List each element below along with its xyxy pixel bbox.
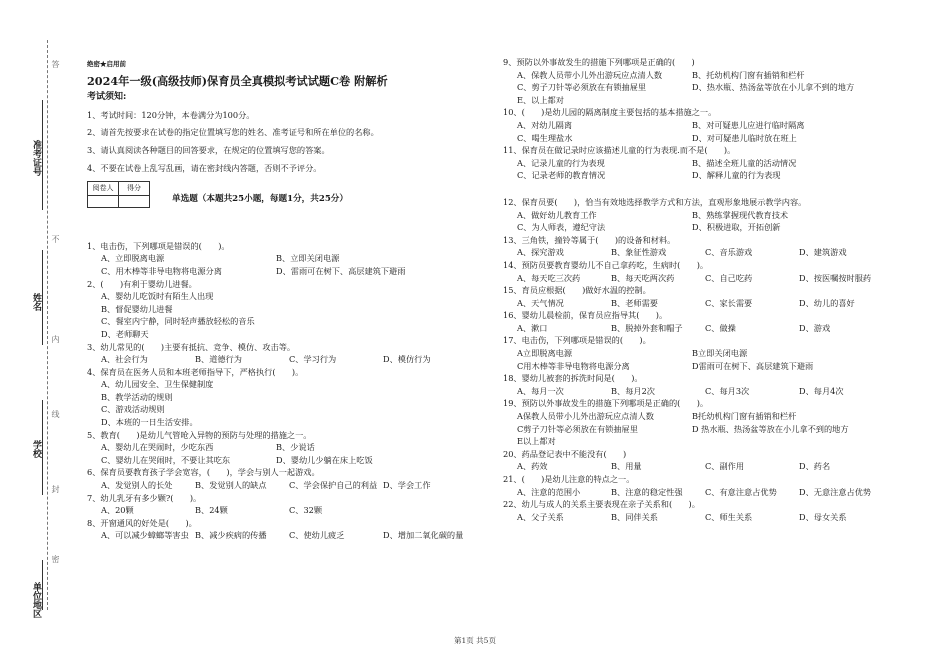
question-stem: 9、预防以外事故发生的措施下列哪项是正确的( ): [503, 57, 695, 67]
answer-option: A、婴幼儿吃饭时有陌生人出现: [101, 291, 214, 302]
answer-option: A、记录儿童的行为表现: [517, 157, 605, 168]
answer-option: B、发觉别人的缺点: [195, 480, 267, 491]
notice-item: 4、不要在试卷上乱写乱画，请在密封线内答题，否则不予评分。: [87, 162, 322, 173]
answer-option: B、对可疑患儿应进行临时隔离: [692, 119, 805, 130]
question-stem: 1、电击伤，下列哪项是错误的( )。: [87, 240, 230, 251]
question-stem: 17、电击伤，下列哪项是错误的( )。: [503, 335, 651, 346]
answer-option: D、老师聊天: [101, 328, 149, 339]
answer-option: A、保教人员带小儿外出游玩应点清人数: [517, 69, 663, 80]
notice-item: 3、请认真阅读各种题目的回答要求，在规定的位置填写您的答案。: [87, 144, 330, 155]
answer-option: D、本班的一日生活安排。: [101, 417, 198, 428]
answer-option: C、剪子刀针等必须放在有锁抽屉里: [517, 82, 647, 93]
answer-option: B、教学活动的规则: [101, 391, 173, 402]
answer-option: A、做好幼儿教育工作: [517, 209, 597, 220]
answer-option: A、每月一次: [517, 385, 564, 396]
answer-option: C、餐室内宁静，同时轻声播放轻松的音乐: [101, 316, 255, 327]
answer-option: A、社会行为: [101, 354, 148, 365]
answer-option: A、立即脱离电源: [101, 253, 165, 264]
seal-mark: 密: [51, 555, 60, 563]
answer-option: E以上都对: [517, 436, 556, 447]
answer-option: C剪子刀针等必须放在有锁抽屉里: [517, 423, 638, 434]
question-stem: 16、婴幼儿晨检前，保育员应指导其( )。: [503, 310, 668, 321]
score-cell[interactable]: [119, 195, 150, 207]
answer-option: A立即脱离电源: [517, 348, 573, 359]
notice-item: 2、请首先按要求在试卷的指定位置填写您的姓名、准考证号和所在单位的名称。: [87, 127, 379, 138]
option-list: [503, 347, 903, 372]
option-list: [503, 119, 903, 144]
answer-option: C、游戏活动规则: [101, 404, 165, 415]
answer-option: D、建筑游戏: [799, 247, 847, 258]
question-stem: 20、药品登记表中不能没有( ): [503, 448, 627, 459]
area-label: 地区: [31, 600, 41, 618]
question-stem: 8、开窗通风的好处是( )。: [87, 517, 197, 528]
answer-option: B、同伴关系: [611, 511, 658, 522]
answer-option: A、每天吃三次药: [517, 272, 581, 283]
answer-option: D、药名: [799, 461, 831, 472]
admit-number-blank[interactable]: [42, 100, 43, 210]
answer-option: C、每月3次: [705, 385, 750, 396]
seal-mark: 线: [51, 410, 60, 418]
left-question-list: [87, 240, 487, 542]
answer-option: A、20颗: [101, 505, 134, 516]
answer-option: D、模仿行为: [383, 354, 431, 365]
name-blank[interactable]: [42, 250, 43, 345]
option-list: [503, 486, 903, 499]
question-stem: 10、( )是幼儿园的隔离制度主要包括的基本措施之一。: [503, 107, 717, 118]
question-stem: 13、三角铁，撞铃等属于( )的设备和材料。: [503, 234, 676, 245]
option-list: [503, 410, 903, 448]
option-list: [87, 252, 487, 277]
answer-option: D 热水瓶、热汤盆等放在小儿拿不到的地方: [692, 423, 849, 434]
page-footer: 第1页 共5页: [454, 636, 496, 645]
answer-option: B、减少疾病的传播: [195, 530, 267, 541]
answer-option: C、家长需要: [705, 297, 753, 308]
answer-option: D、游戏: [799, 322, 831, 333]
answer-option: A、漱口: [517, 322, 548, 333]
question-stem: 12、保育员要( )，恰当有效地选择教学方式和方法，直观形象地展示教学内容。: [503, 196, 807, 207]
option-list: [87, 441, 487, 466]
notice-item: 1、考试时间：120分钟，本卷满分为100分。: [87, 109, 255, 120]
answer-option: E、以上都对: [517, 94, 564, 105]
answer-option: D、解释儿童的行为表现: [692, 170, 781, 181]
answer-option: C、婴幼儿在哭闹时，不要让其吃东: [101, 454, 231, 465]
seal-mark: 答: [51, 60, 60, 68]
answer-option: C、学会保护自己的利益: [289, 480, 378, 491]
answer-option: B、用量: [611, 461, 642, 472]
answer-option: C、记录老师的教育情况: [517, 170, 606, 181]
answer-option: A、发觉别人的长处: [101, 480, 173, 491]
answer-option: B、熟练掌握现代教育技术: [692, 209, 789, 220]
answer-option: A、注意的范围小: [517, 486, 581, 497]
answer-option: D、学会工作: [383, 480, 431, 491]
option-list: [503, 69, 903, 107]
school-label: 学校: [31, 440, 41, 458]
question-stem: 19、预防以外事故发生的措施下列哪项是正确的( )。: [503, 398, 709, 409]
answer-option: C、音乐游戏: [705, 247, 753, 258]
question-stem: 7、幼儿乳牙有多少颗?( )。: [87, 492, 202, 503]
answer-option: D、对可疑患儿临时放在班上: [692, 132, 797, 143]
answer-option: C、有意注意占优势: [705, 486, 777, 497]
answer-option: B、少说话: [276, 442, 315, 453]
answer-option: B立即关闭电源: [692, 348, 748, 359]
answer-option: A、可以减少蟑螂等害虫: [101, 530, 189, 541]
question-stem: 4、保育员在医务人员和本班老师指导下，严格执行( )。: [87, 366, 304, 377]
option-list: [87, 529, 487, 542]
answer-option: C、使幼儿疲乏: [289, 530, 345, 541]
right-column: [503, 56, 903, 523]
question-stem: 15、育员应根据( )做好水温的控制。: [503, 285, 651, 296]
answer-option: B、象征性游戏: [611, 247, 667, 258]
answer-option: C、学习行为: [289, 354, 337, 365]
school-blank[interactable]: [42, 400, 43, 495]
answer-option: D、按医嘱按时服药: [799, 272, 872, 283]
answer-option: D、婴幼儿少躺在床上吃饭: [276, 454, 373, 465]
question-stem: 18、婴幼儿被套的拆洗时间是( )。: [503, 373, 643, 384]
answer-option: C、喝生理盐水: [517, 132, 573, 143]
question-stem: 22、幼儿与成人的关系主要表现在亲子关系和( )。: [503, 499, 700, 510]
right-question-list: [503, 56, 903, 523]
answer-option: D、增加二氧化碳的量: [383, 530, 464, 541]
answer-option: B、注意的稳定性强: [611, 486, 683, 497]
answer-option: A、天气情况: [517, 297, 564, 308]
binding-margin: [0, 0, 70, 671]
answer-option: C、为人师表，遵纪守法: [517, 222, 606, 233]
seal-mark: 封: [51, 485, 60, 493]
left-column: [87, 58, 487, 542]
answer-option: C、做操: [705, 322, 736, 333]
answer-option: B、24颗: [195, 505, 228, 516]
answer-option: D、无意注意占优势: [799, 486, 872, 497]
answer-option: D、积极进取，开拓创新: [692, 222, 781, 233]
answer-option: A、父子关系: [517, 511, 564, 522]
notice-heading: 考试须知:: [87, 92, 127, 103]
answer-option: C用木棒等非导电物将电源分离: [517, 360, 630, 371]
answer-option: D、热水瓶、热汤盆等放在小儿拿不到的地方: [692, 82, 855, 93]
answer-option: B、脱掉外套和帽子: [611, 322, 683, 333]
secret-label: 绝密★启用前: [87, 60, 126, 68]
unit-blank[interactable]: [42, 560, 43, 610]
question-stem: 6、保育员要教育孩子学会宽容，( )，学会与别人一起游戏。: [87, 467, 320, 478]
answer-option: C、自己吃药: [705, 272, 753, 283]
answer-option: A、幼儿园安全、卫生保健制度: [101, 379, 214, 390]
admit-number-label: 准考证号: [31, 140, 41, 176]
question-stem: 14、预防员要教育婴幼儿不自己拿药吃，生病时( )。: [503, 259, 709, 270]
question-stem: 2、( )有利于婴幼儿进餐。: [87, 278, 197, 289]
question-stem: 21、( )是幼儿注意的特点之一。: [503, 474, 635, 484]
answer-option: D、每月4次: [799, 385, 844, 396]
answer-option: A、对幼儿隔离: [517, 119, 573, 130]
answer-option: B、督促婴幼儿进餐: [101, 303, 173, 314]
answer-option: A、探究游戏: [517, 247, 564, 258]
question-stem: 3、幼儿常见的( )主要有抵抗、竞争、模仿、攻击等。: [87, 341, 296, 352]
name-label: 姓名: [31, 293, 41, 311]
answer-option: D雷雨可在树下、高层建筑下避雨: [692, 360, 814, 371]
option-list: [87, 378, 487, 428]
answer-option: A保教人员带小儿外出游玩应点清人数: [517, 411, 654, 422]
question-stem: 11、保育员在做记录时应该描述儿童的行为表现.而不是( )。: [503, 145, 736, 156]
answer-option: C、副作用: [705, 461, 745, 472]
answer-option: D、雷雨可在树下、高层建筑下避雨: [276, 265, 406, 276]
option-list: [503, 246, 903, 259]
option-list: [503, 209, 903, 234]
spacer: [503, 182, 903, 196]
option-list: [503, 297, 903, 310]
option-list: [503, 385, 903, 398]
seal-mark: 不: [51, 235, 60, 243]
unit-label: 单位: [31, 582, 41, 600]
answer-option: C、用木棒等非导电物将电源分离: [101, 265, 222, 276]
seal-mark: 内: [51, 335, 60, 343]
answer-option: A、药效: [517, 461, 548, 472]
answer-option: B、描述全班儿童的活动情况: [692, 157, 797, 168]
option-list: [87, 290, 487, 340]
answer-option: C、师生关系: [705, 511, 753, 522]
grader-header: 阅卷人: [88, 182, 119, 196]
answer-option: B、每天吃两次药: [611, 272, 675, 283]
answer-option: A、婴幼儿在哭闹时，少吃东西: [101, 442, 214, 453]
answer-option: D、母女关系: [799, 511, 847, 522]
option-list: [503, 272, 903, 285]
answer-option: D、幼儿的喜好: [799, 297, 855, 308]
score-row: [87, 181, 487, 208]
answer-option: C、32颗: [289, 505, 323, 516]
answer-option: B托幼机构门窗有插销和栏杆: [692, 411, 797, 422]
section-title: 单选题（本题共25小题，每题1分，共25分）: [172, 194, 348, 205]
answer-option: B、立即关闭电源: [276, 253, 340, 264]
option-list: [503, 460, 903, 473]
option-list: [87, 479, 487, 492]
option-list: [87, 504, 487, 517]
answer-option: B、托幼机构门窗有插销和栏杆: [692, 69, 805, 80]
question-stem: 5、教育( )是幼儿气管呛入异物的预防与处理的措施之一。: [87, 429, 312, 440]
exam-title: 2024年一级(高级技师)保育员全真模拟考试试题C卷 附解析: [87, 73, 388, 88]
score-header: 得分: [119, 182, 150, 196]
answer-option: B、道德行为: [195, 354, 242, 365]
score-table: [87, 181, 150, 208]
grader-cell[interactable]: [88, 195, 119, 207]
option-list: [503, 322, 903, 335]
option-list: [503, 157, 903, 182]
seal-dashed-line: [47, 40, 48, 610]
answer-option: B、每月2次: [611, 385, 655, 396]
option-list: [503, 511, 903, 524]
option-list: [87, 353, 487, 366]
answer-option: B、老师需要: [611, 297, 658, 308]
